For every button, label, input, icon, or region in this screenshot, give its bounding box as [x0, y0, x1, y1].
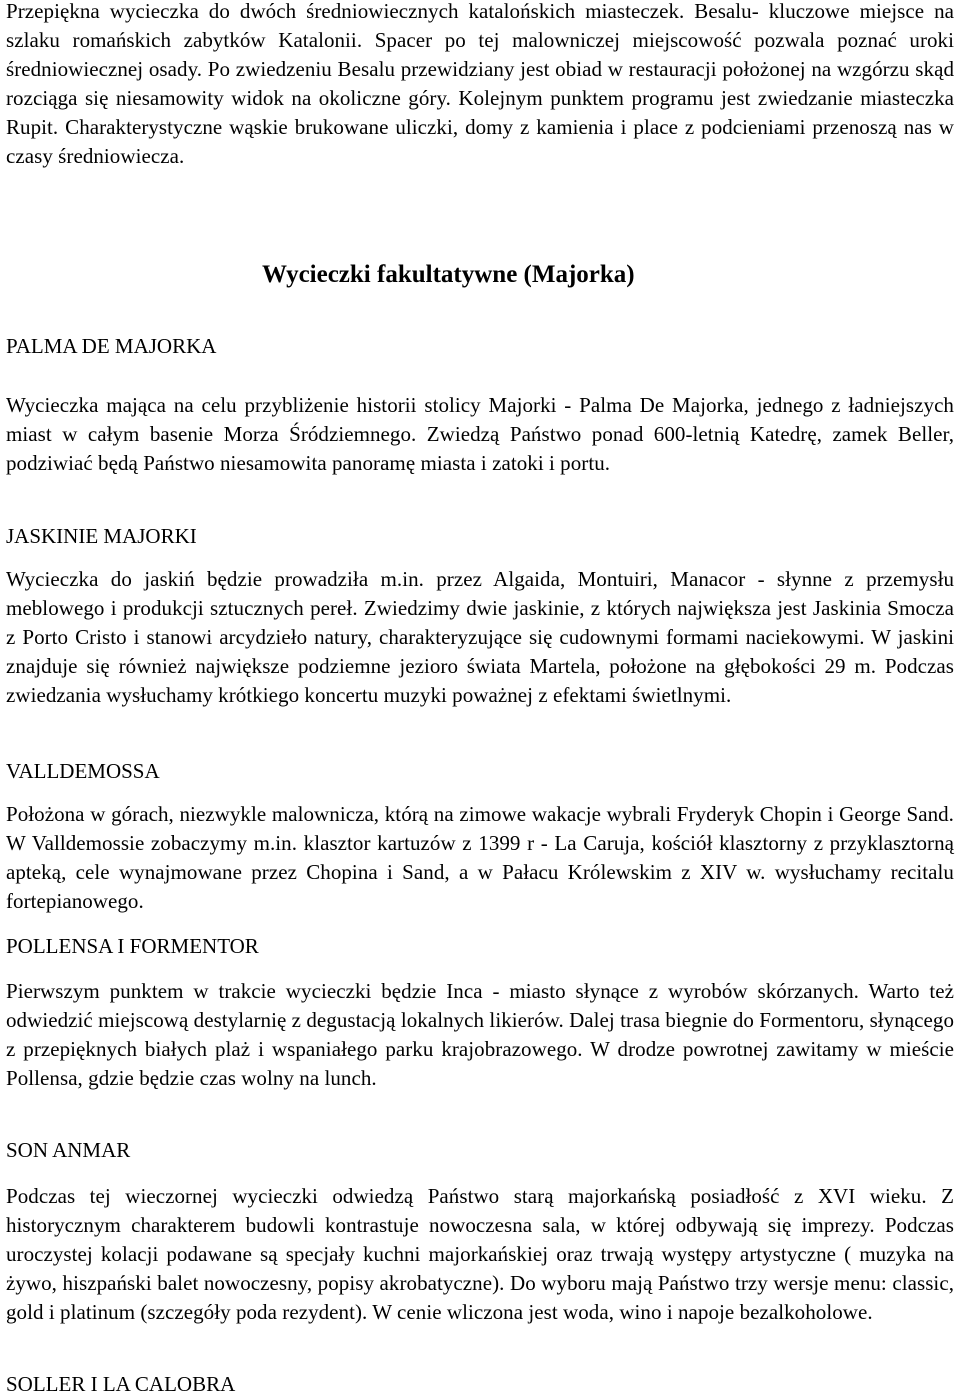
paragraph-pollensa-i-formentor: Pierwszym punktem w trakcie wycieczki będzie Inca - miasto słynące z wyrobów skórzanych. Warto też odwiedzić miejscową destylarnię z degustacją lokalnych likierów. Dalej trasa biegnie do Formentoru, słynącego z przepięknych białych plaż i wspaniałego parku krajobrazowego. W drodze powrotnej zawitamy w mieście Pollensa, gdzie będzie czas wolny na lunch.: [6, 979, 954, 1090]
paragraph-valldemossa: Położona w górach, niezwykle malownicza, którą na zimowe wakacje wybrali Fryderyk Chopin i George Sand. W Valldemossie zobaczymy m.in. klasztor kartuzów z 1399 r - La Caruja, kościół klasztorny z przyklasztorną apteką, cele wynajmowane przez Chopina i Sand, a w Pałacu Królewskim z XIV w. wysłuchamy recitalu fortepianowego.: [6, 802, 954, 913]
heading-son-anmar: SON ANMAR: [6, 1138, 131, 1162]
heading-palma-de-majorka: PALMA DE MAJORKA: [6, 334, 217, 358]
heading-soller-i-la-calobra: SOLLER I LA CALOBRA: [6, 1372, 236, 1396]
paragraph-jaskinie-majorki: Wycieczka do jaskiń będzie prowadziła m.in. przez Algaida, Montuiri, Manacor - słynne z przemysłu meblowego i produkcji sztucznych pereł. Zwiedzimy dwie jaskinie, z których największa jest Jaskinia Smocza z Porto Cristo i stanowi arcydzieło natury, charakteryzujące się cudownymi formami naciekowymi. W jaskini znajduje się również największe podziemne jezioro świata Martela, położone na głębokości 29 m. Podczas zwiedzania wysłuchamy krótkiego koncertu muzyki poważnej z efektami świetlnymi.: [6, 567, 954, 707]
heading-valldemossa: VALLDEMOSSA: [6, 759, 160, 783]
heading-jaskinie-majorki: JASKINIE MAJORKI: [6, 524, 197, 548]
paragraph-son-anmar: Podczas tej wieczornej wycieczki odwiedzą Państwo starą majorkańską posiadłość z XVI wieku. Z historycznym charakterem budowli kontrastuje nowoczesna sala, w której odbywają się imprezy. Podczas uroczystej kolacji podawane są specjały kuchni majorkańskiej oraz trwają występy artystyczne ( muzyka na żywo, hiszpański balet nowoczesny, popisy akrobatyczne). Do wyboru mają Państwo trzy wersje menu: classic, gold i platinum (szczegóły poda rezydent). W cenie wliczona jest woda, wino i napoje bezalkoholowe.: [6, 1184, 954, 1324]
intro-paragraph: Przepiękna wycieczka do dwóch średniowiecznych katalońskich miasteczek. Besalu- kluczowe miejsce na szlaku romańskich zabytków Katalonii. Spacer po tej malowniczej miejscowość pozwala poznać uroki średniowiecznej osady. Po zwiedzeniu Besalu przewidziany jest obiad w restauracji położonej na wzgórzu skąd rozciąga się niesamowity widok na okoliczne góry. Kolejnym punktem programu jest zwiedzanie miasteczka Rupit. Charakterystyczne wąskie brukowane uliczki, domy z kamienia i place z podcieniami przenoszą nas w czasy średniowiecza.: [6, 0, 954, 168]
section-title: Wycieczki fakultatywne (Majorka): [262, 261, 635, 288]
heading-pollensa-i-formentor: POLLENSA I FORMENTOR: [6, 934, 259, 958]
paragraph-palma-de-majorka: Wycieczka mająca na celu przybliżenie historii stolicy Majorki - Palma De Majorka, jednego z ładniejszych miast w całym basenie Morza Śródziemnego. Zwiedzą Państwo ponad 600-letnią Katedrę, zamek Beller, podziwiać będą Państwo niesamowita panoramę miasta i zatoki i portu.: [6, 393, 954, 475]
